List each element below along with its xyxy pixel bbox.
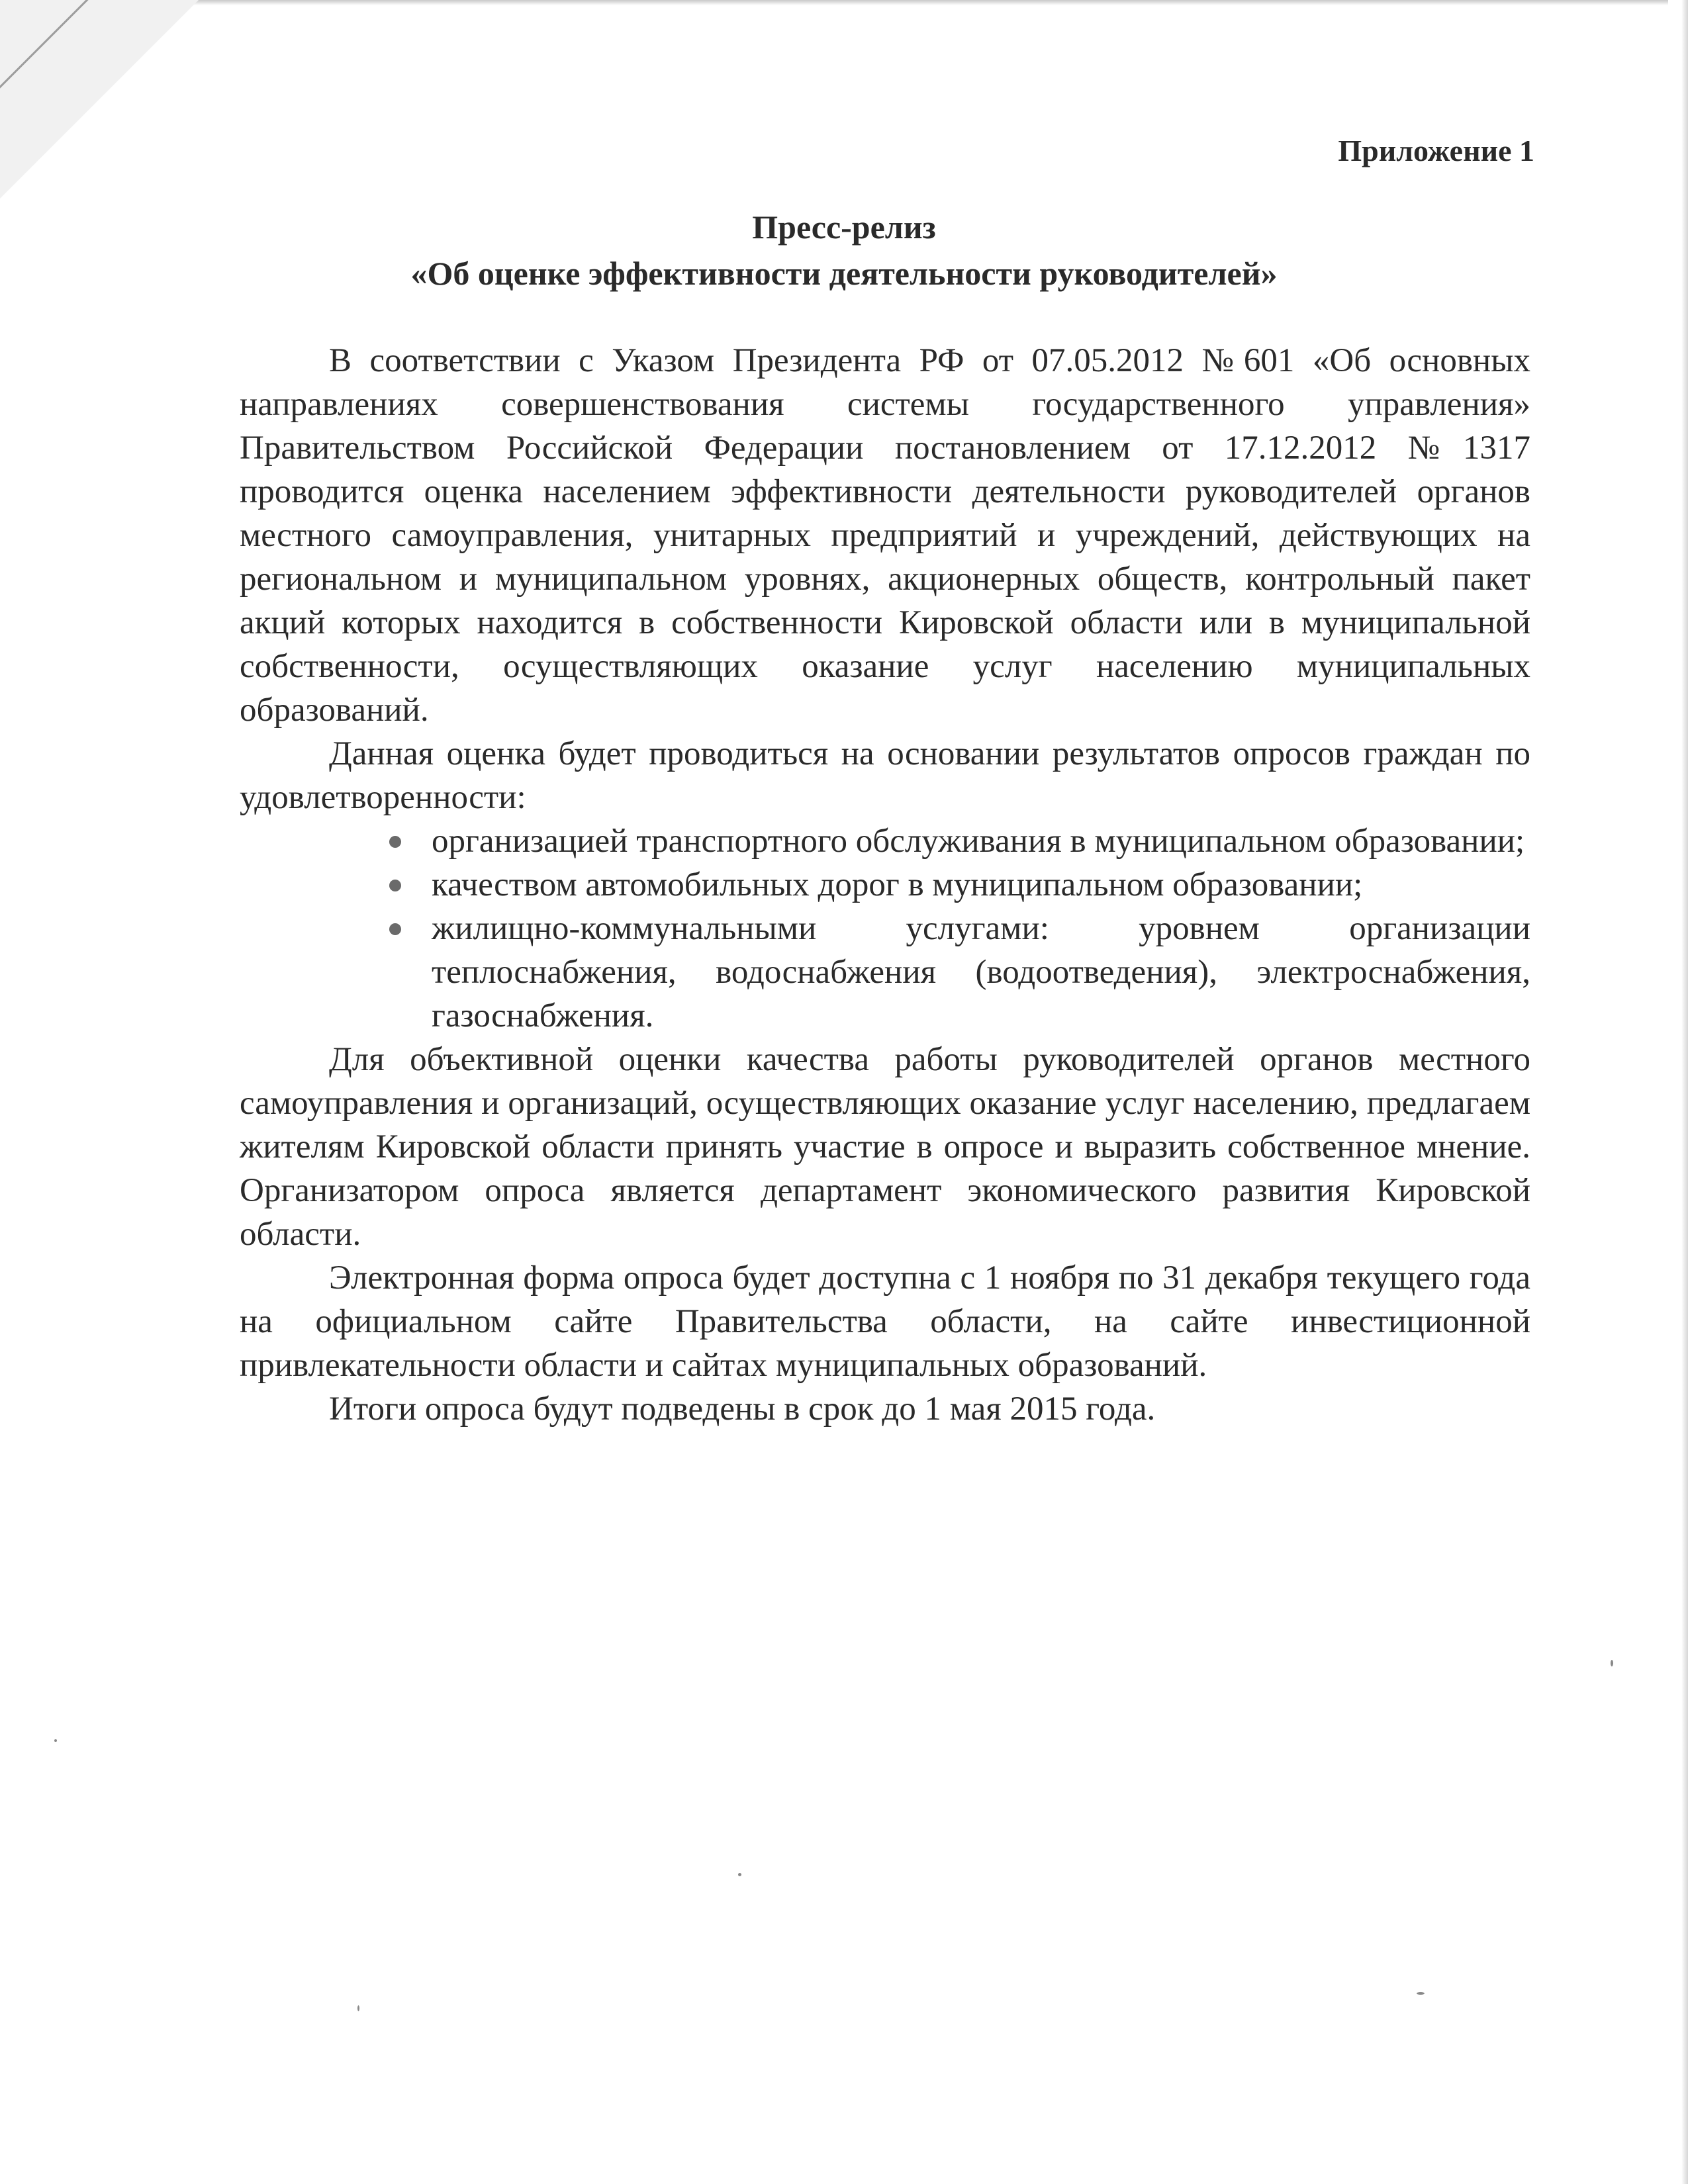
list-item-text: качеством автомобильных дорог в муниципальном образовании; — [432, 866, 1363, 903]
scan-speck — [1611, 1660, 1613, 1666]
assessment-paragraph: Данная оценка будет проводиться на основании результатов опросов граждан по удовлетворенности: — [240, 735, 1530, 816]
bullet-icon — [389, 880, 401, 891]
participation-paragraph: Для объективной оценки качества работы руководителей органов местного самоуправления и организаций, осуществляющих оказание услуг населению, предлагаем жителям Кировской области принять участие в опросе и выразить собственное мнение. Организатором опроса является департамент экономического развития Кировской области. — [240, 1041, 1530, 1253]
document-heading — [0, 204, 1688, 296]
scan-speck — [357, 2005, 359, 2011]
document-subtitle: «Об оценке эффективности деятельности руководителей» — [410, 255, 1278, 292]
scan-right-edge — [1681, 0, 1688, 2184]
list-item — [432, 907, 1530, 1038]
folded-page-corner — [0, 0, 199, 199]
appendix-label: Приложение 1 — [1338, 134, 1534, 167]
results-paragraph: Итоги опроса будут подведены в срок до 1 мая 2015 года. — [329, 1390, 1156, 1428]
list-item — [432, 819, 1530, 863]
list-item-text: организацией транспортного обслуживания в муниципальном образовании; — [432, 823, 1525, 860]
scan-top-edge — [159, 0, 1668, 5]
list-item — [432, 863, 1530, 907]
scan-speck — [54, 1739, 57, 1742]
survey-form-paragraph: Электронная форма опроса будет доступна с 1 ноября по 31 декабря текущего года на официальном сайте Правительства области, на сайте инвестиционной привлекательности области и сайтах муниципальных образований. — [240, 1259, 1530, 1384]
document-body — [240, 339, 1530, 1431]
satisfaction-criteria-list — [240, 819, 1530, 1038]
document-title: Пресс-релиз — [752, 208, 936, 246]
bullet-icon — [389, 923, 401, 935]
scan-speck — [738, 1873, 741, 1876]
bullet-icon — [389, 836, 401, 848]
intro-paragraph: В соответствии с Указом Президента РФ от 07.05.2012 №601 «Об основных направлениях совершенствования системы государственного управления» Правительством Российской Федерации постановлением от 17.12.2012 №1317 проводится оценка населением эффективности деятельности руководителей органов местного самоуправления, унитарных предприятий и учреждений, действующих на региональном и муниципальном уровнях, акционерных обществ, контрольный пакет акций которых находится в собственности Кировской области или в муниципальной собственности, осуществляющих оказание услуг населению муниципальных образований. — [240, 342, 1530, 729]
list-item-text: жилищно-коммунальными услугами: уровнем организации теплоснабжения, водоснабжения (водоотведения), электроснабжения, газоснабжения. — [432, 910, 1530, 1034]
scan-speck — [1417, 1992, 1425, 1995]
